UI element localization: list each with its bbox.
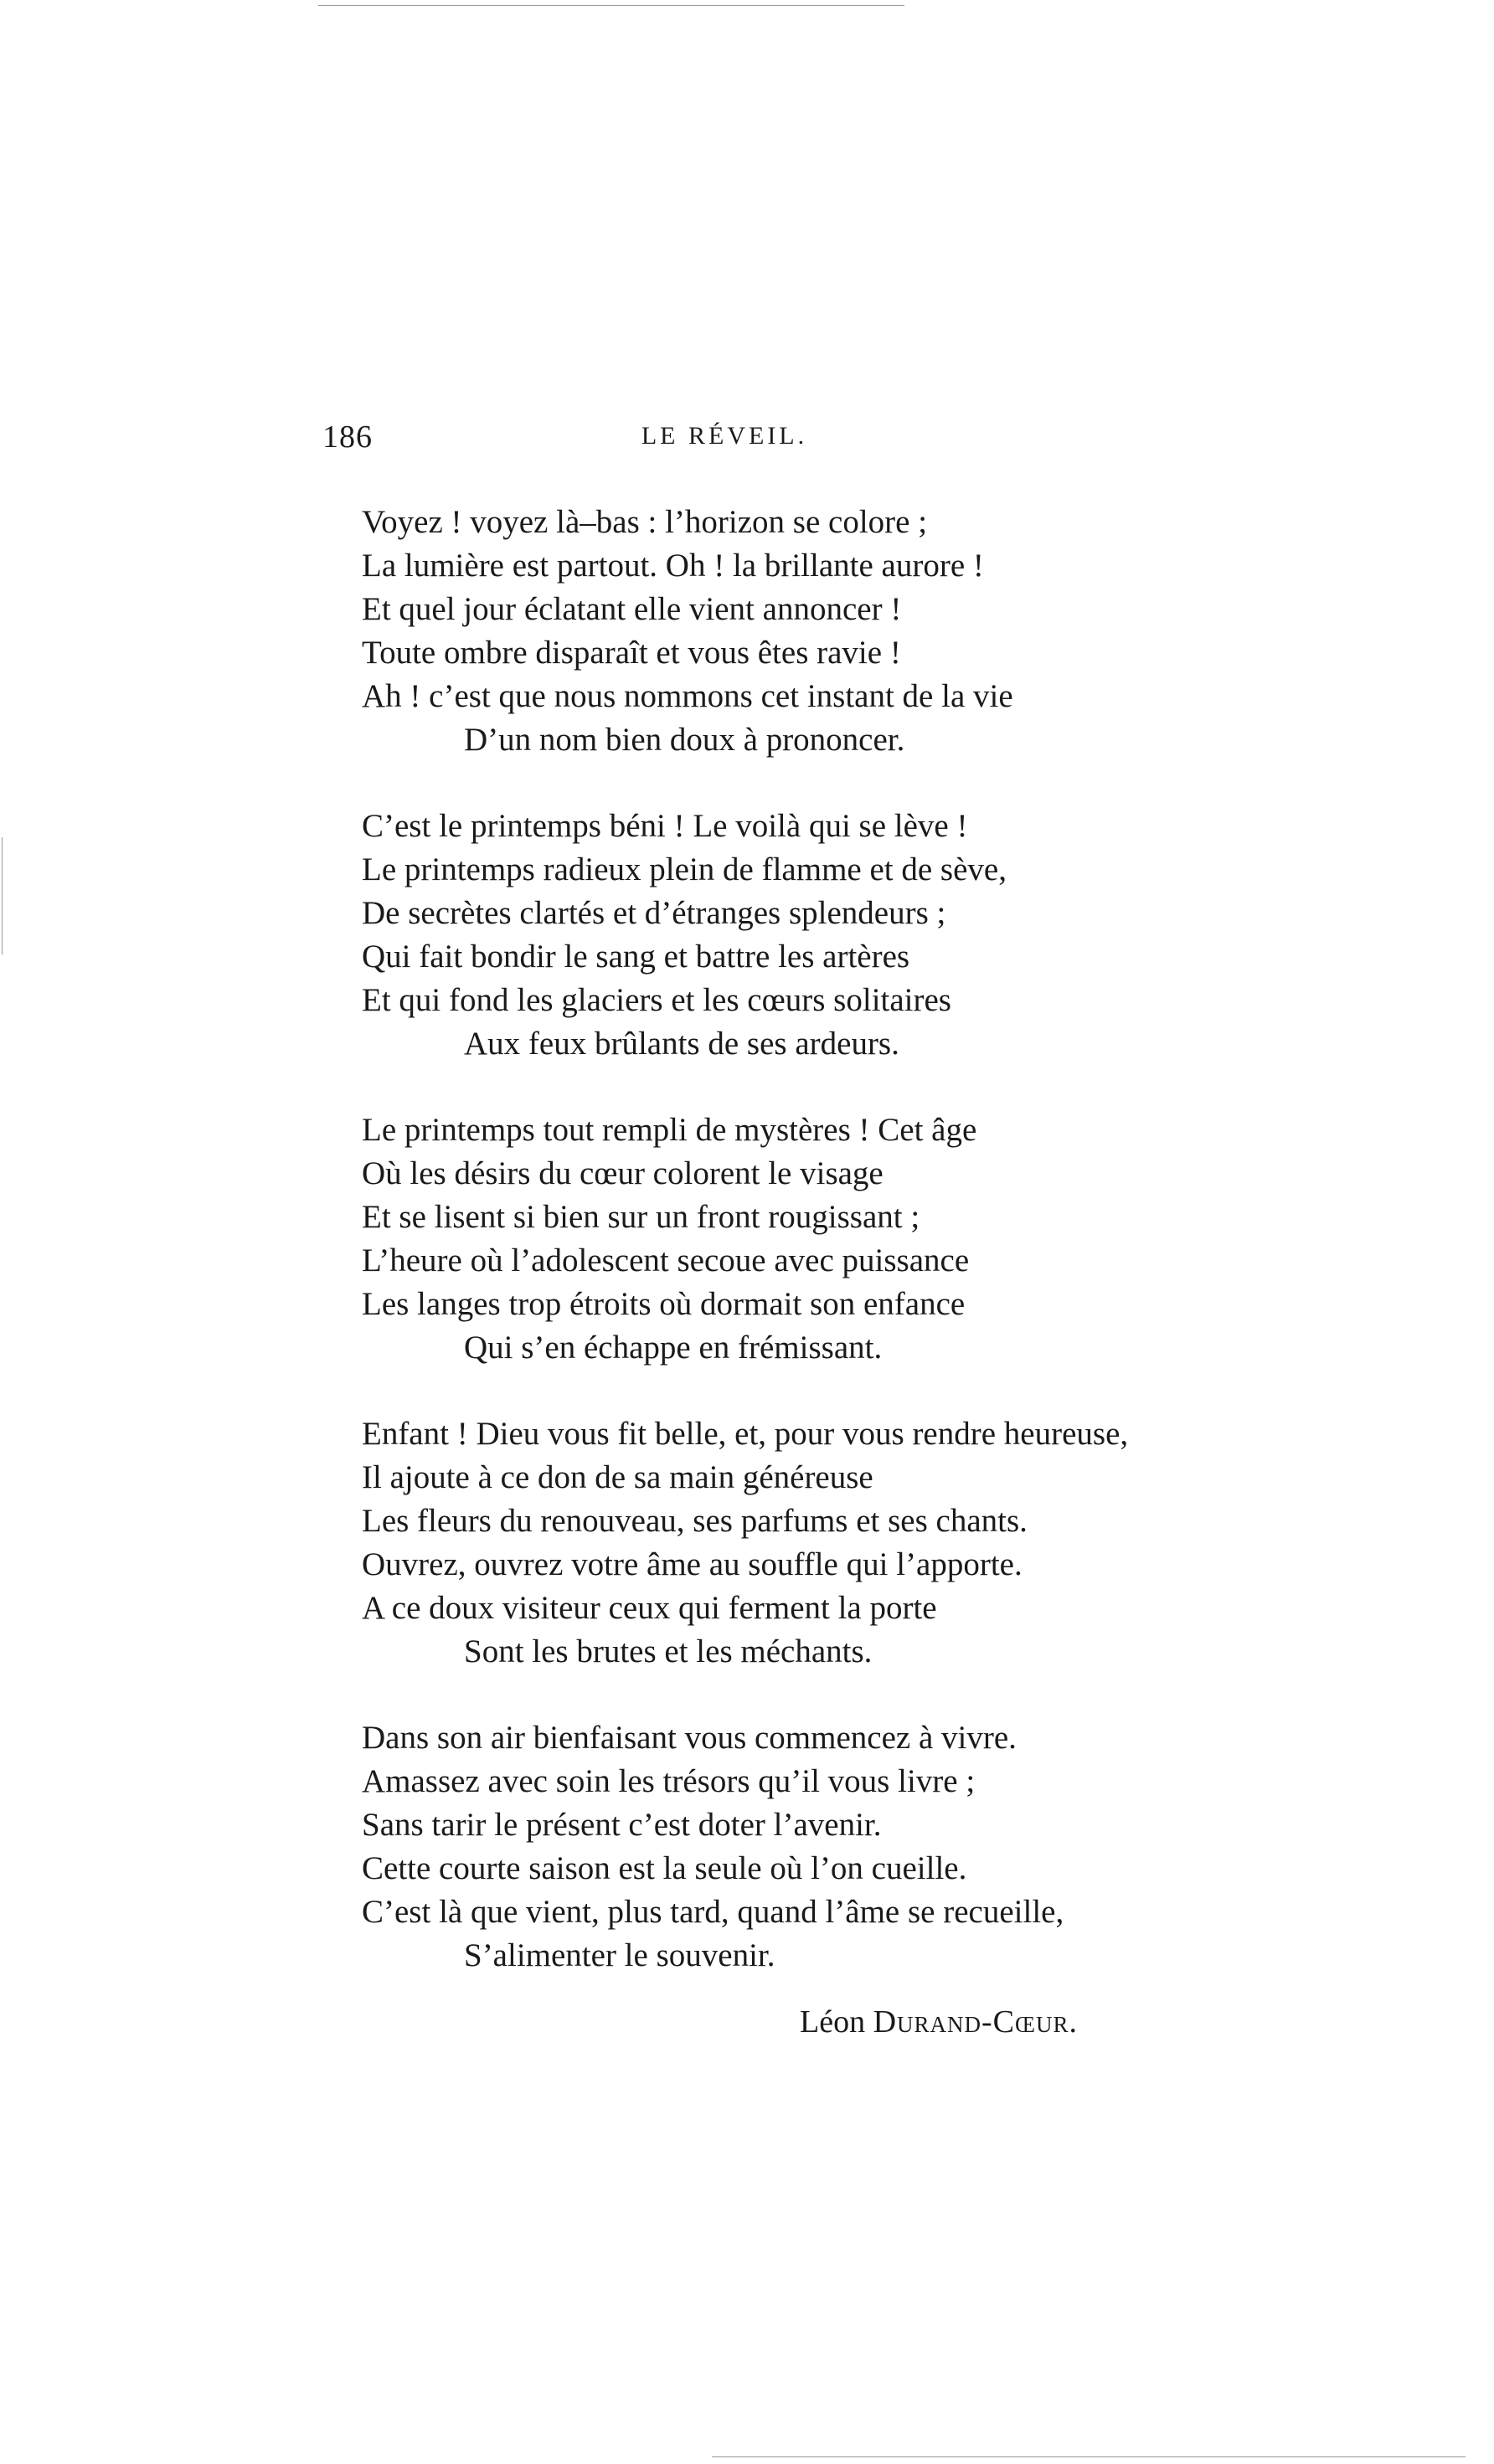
poem-line: C’est là que vient, plus tard, quand l’âme se recueille, [362,1894,1064,1930]
page-header [322,419,1126,469]
poem-line: Ouvrez, ouvrez votre âme au souffle qui l’apporte. [362,1546,1023,1582]
poem [362,501,1241,2020]
poem-line: A ce doux visiteur ceux qui ferment la porte [362,1590,937,1626]
stanza-5 [362,1716,1241,1978]
poem-line: Et se lisent si bien sur un front rougissant ; [362,1199,920,1235]
poem-line: Les langes trop étroits où dormait son enfance [362,1286,966,1322]
poem-line-refrain: S’alimenter le souvenir. [464,1937,775,1973]
poem-line: L’heure où l’adolescent secoue avec puissance [362,1242,970,1278]
poem-line: Le printemps tout rempli de mystères ! Cet âge [362,1112,977,1148]
poem-line: Toute ombre disparaît et vous êtes ravie ! [362,635,901,671]
scan-edge-mark-top [318,5,904,6]
author-signature [800,2004,1218,2040]
poem-line-refrain: Aux feux brûlants de ses ardeurs. [464,1026,899,1062]
poem-line-refrain: D’un nom bien doux à prononcer. [464,722,905,758]
poem-line: Dans son air bienfaisant vous commencez à vivre. [362,1720,1017,1756]
page-number: 186 [322,419,373,455]
poem-line: Qui fait bondir le sang et battre les artères [362,939,910,975]
scan-edge-mark-bottom [712,2456,1466,2457]
poem-line: La lumière est partout. Oh ! la brillante aurore ! [362,548,984,584]
author-surname: Durand-Cœur. [873,2004,1079,2040]
poem-line: C’est le printemps béni ! Le voilà qui se lève ! [362,808,968,844]
stanza-3 [362,1109,1241,1370]
stanza-4 [362,1412,1241,1674]
poem-line: Les fleurs du renouveau, ses parfums et ses chants. [362,1503,1028,1539]
poem-line: De secrètes clartés et d’étranges splendeurs ; [362,895,946,931]
running-title: LE RÉVEIL. [641,422,808,450]
poem-line: Voyez ! voyez là–bas : l’horizon se colore ; [362,504,928,540]
poem-line: Ah ! c’est que nous nommons cet instant de la vie [362,678,1013,714]
poem-line: Où les désirs du cœur colorent le visage [362,1155,884,1191]
scan-edge-mark-left [2,837,3,954]
poem-line: Et qui fond les glaciers et les cœurs solitaires [362,982,951,1018]
poem-line: Cette courte saison est la seule où l’on cueille. [362,1850,967,1886]
poem-line: Le printemps radieux plein de flamme et de sève, [362,851,1007,887]
poem-line-refrain: Qui s’en échappe en frémissant. [464,1330,883,1366]
poem-line: Sans tarir le présent c’est doter l’avenir. [362,1807,882,1843]
poem-line: Il ajoute à ce don de sa main généreuse [362,1459,873,1495]
author-first-name: Léon [800,2004,866,2040]
stanza-1 [362,501,1241,762]
stanza-2 [362,805,1241,1066]
poem-line-refrain: Sont les brutes et les méchants. [464,1633,873,1669]
poem-line: Amassez avec soin les trésors qu’il vous livre ; [362,1763,976,1799]
poem-line: Et quel jour éclatant elle vient annoncer ! [362,591,902,627]
poem-line: Enfant ! Dieu vous fit belle, et, pour vous rendre heureuse, [362,1416,1129,1452]
